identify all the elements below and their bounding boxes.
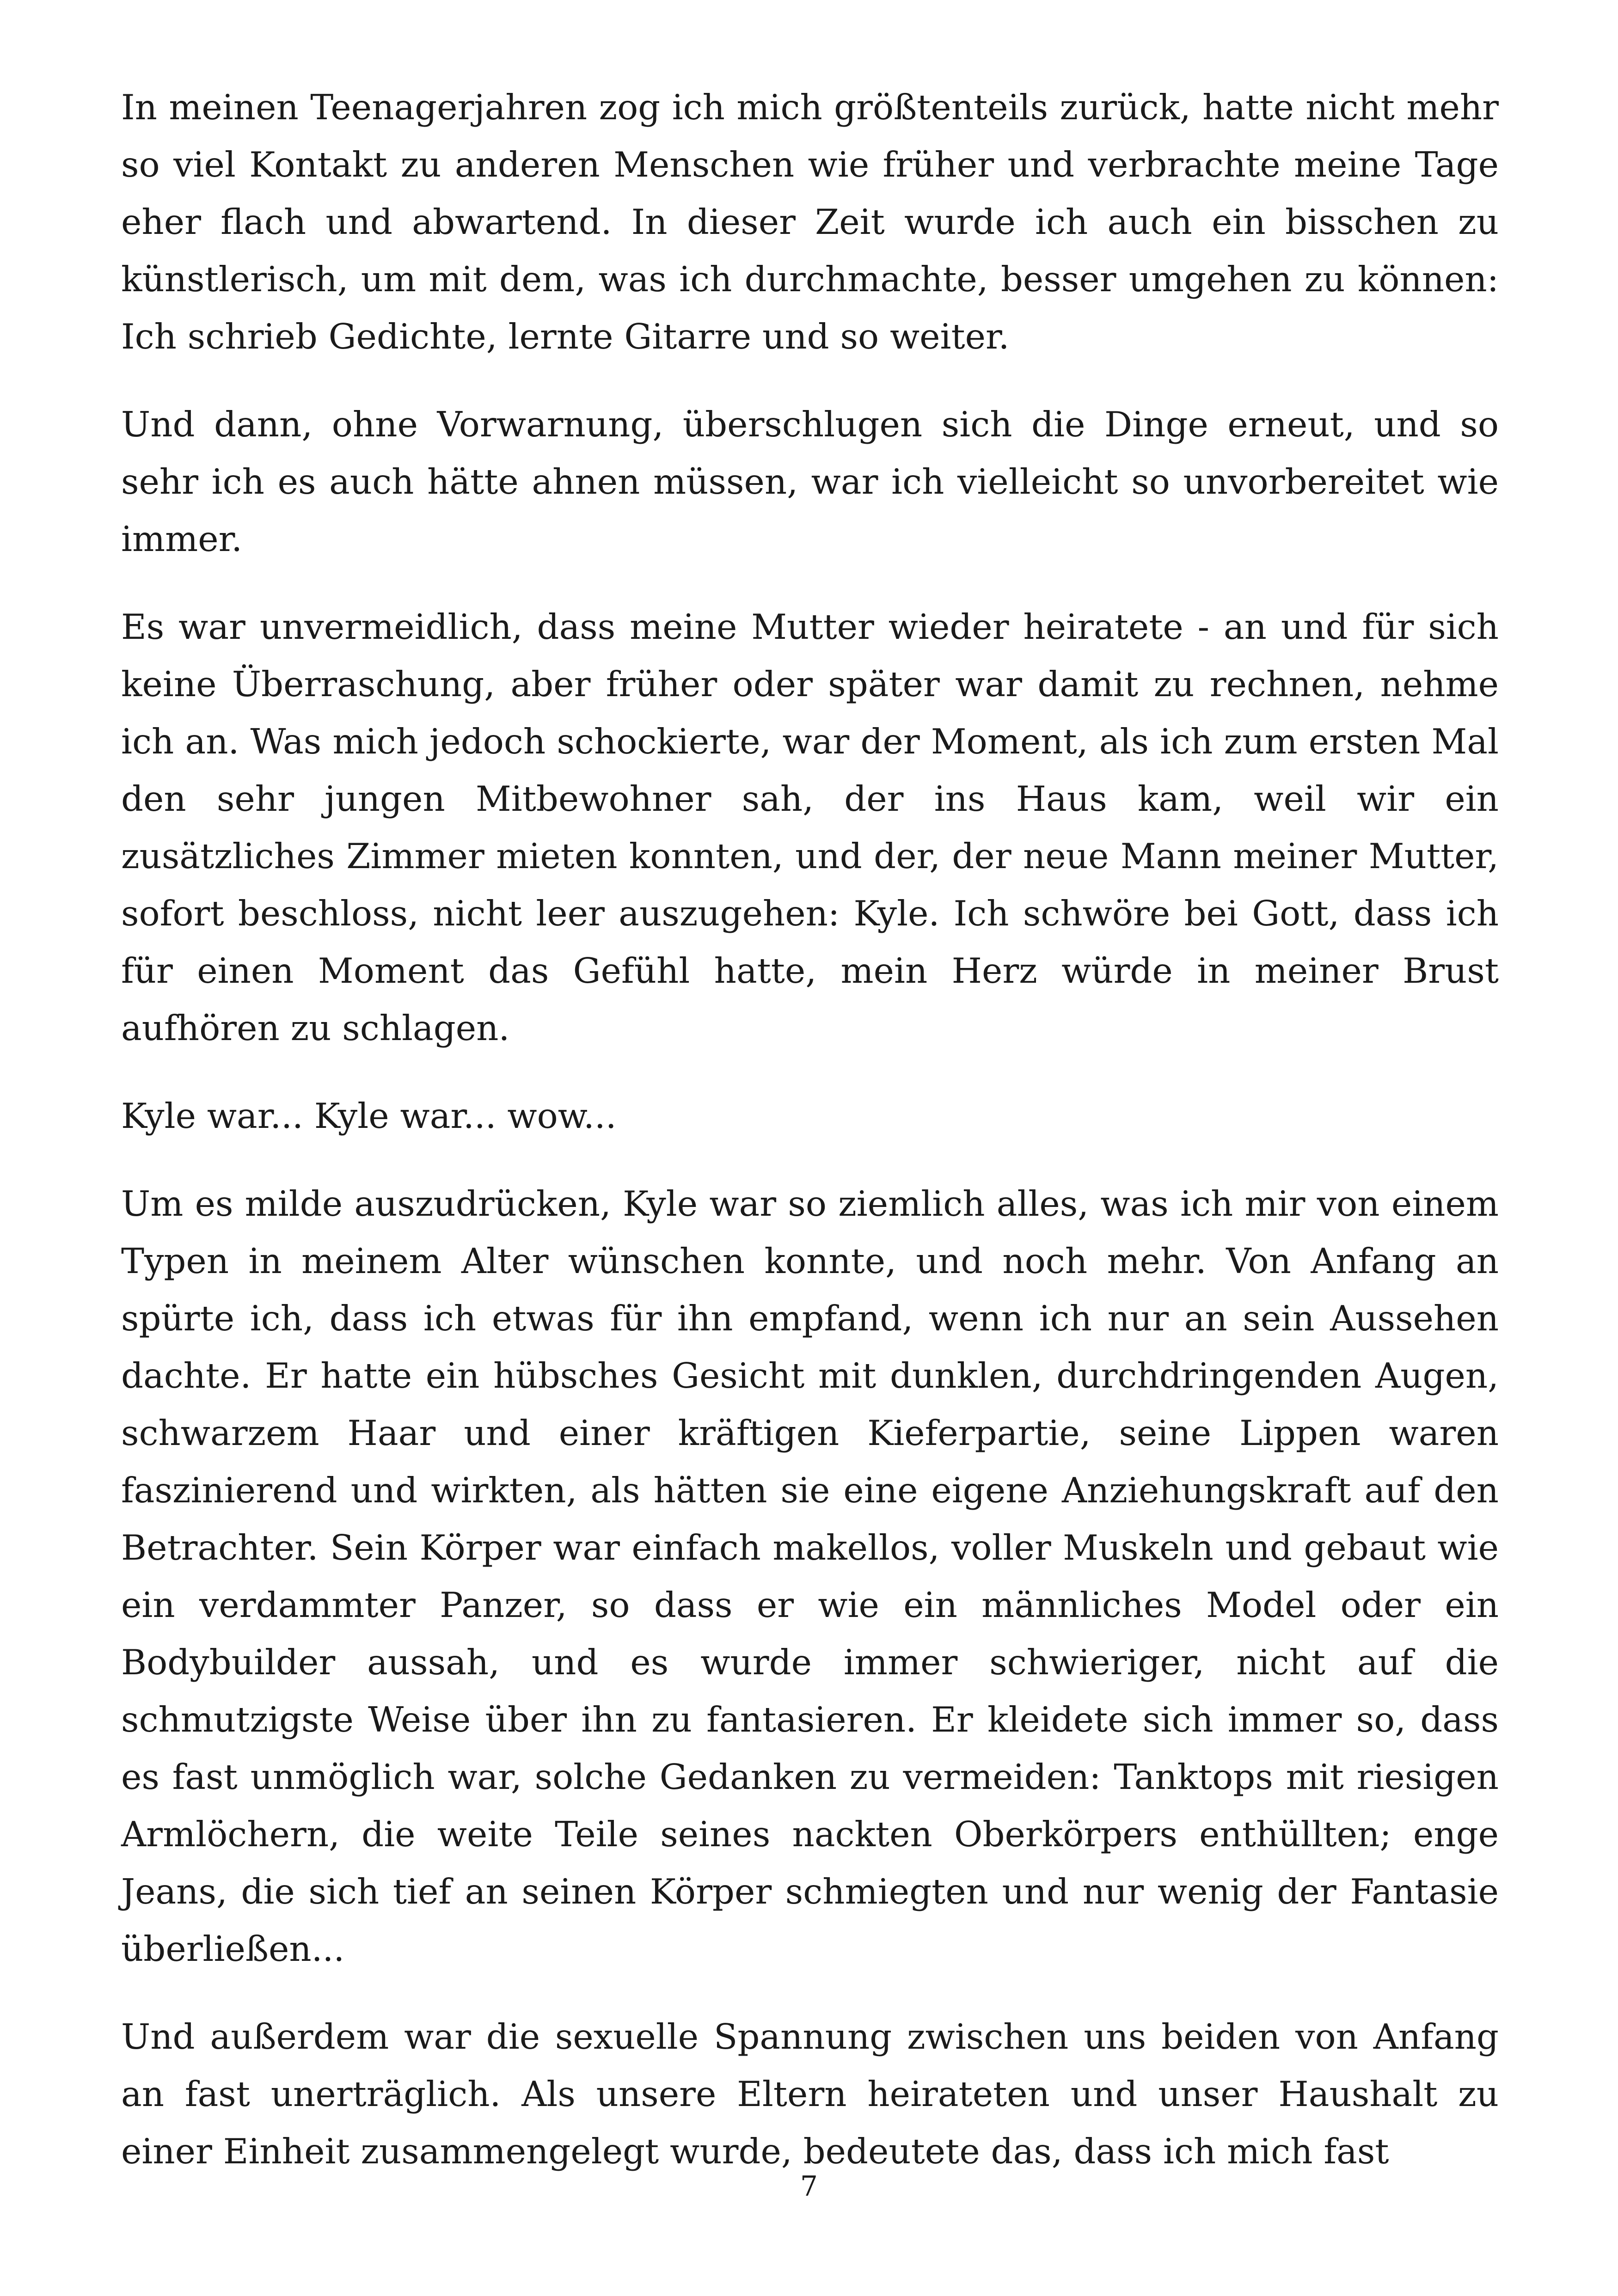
- body-text: [121, 79, 1499, 2180]
- paragraph-1: In meinen Teenagerjahren zog ich mich größtenteils zurück, hatte nicht mehr so viel Kontakt zu anderen Menschen wie früher und verbrachte meine Tage eher flach und abwartend. In dieser Zeit wurde ich auch ein bisschen zu künstlerisch, um mit dem, was ich durchmachte, besser umgehen zu können: Ich schrieb Gedichte, lernte Gitarre und so weiter.: [121, 87, 1499, 357]
- paragraph-2: Und dann, ohne Vorwarnung, überschlugen sich die Dinge erneut, und so sehr ich es auch hätte ahnen müssen, war ich vielleicht so unvorbereitet wie immer.: [121, 404, 1499, 559]
- paragraph-5: Um es milde auszudrücken, Kyle war so ziemlich alles, was ich mir von einem Typen in meinem Alter wünschen konnte, und noch mehr. Von Anfang an spürte ich, dass ich etwas für ihn empfand, wenn ich nur an sein Aussehen dachte. Er hatte ein hübsches Gesicht mit dunklen, durchdringenden Augen, schwarzem Haar und einer kräftigen Kieferpartie, seine Lippen waren faszinierend und wirkten, als hätten sie eine eigene Anziehungskraft auf den Betrachter. Sein Körper war einfach makellos, voller Muskeln und gebaut wie ein verdammter Panzer, so dass er wie ein männliches Model oder ein Bodybuilder aussah, und es wurde immer schwieriger, nicht auf die schmutzigste Weise über ihn zu fantasieren. Er kleidete sich immer so, dass es fast unmöglich war, solche Gedanken zu vermeiden: Tanktops mit riesigen Armlöchern, die weite Teile seines nackten Oberkörpers enthüllten; enge Jeans, die sich tief an seinen Körper schmiegten und nur wenig der Fantasie überließen...: [121, 1183, 1499, 1969]
- paragraph-4: Kyle war... Kyle war... wow...: [121, 1096, 617, 1136]
- page-number: 7: [800, 2170, 818, 2203]
- paragraph-3: Es war unvermeidlich, dass meine Mutter wieder heiratete - an und für sich keine Überraschung, aber früher oder später war damit zu rechnen, nehme ich an. Was mich jedoch schockierte, war der Moment, als ich zum ersten Mal den sehr jungen Mitbewohner sah, der ins Haus kam, weil wir ein zusätzliches Zimmer mieten konnten, und der, der neue Mann meiner Mutter, sofort beschloss, nicht leer auszugehen: Kyle. Ich schwöre bei Gott, dass ich für einen Moment das Gefühl hatte, mein Herz würde in meiner Brust aufhören zu schlagen.: [121, 606, 1499, 1048]
- paragraph-6: Und außerdem war die sexuelle Spannung zwischen uns beiden von Anfang an fast unerträglich. Als unsere Eltern heirateten und unser Haushalt zu einer Einheit zusammengelegt wurde, bedeutete das, dass ich mich fast: [121, 2016, 1499, 2172]
